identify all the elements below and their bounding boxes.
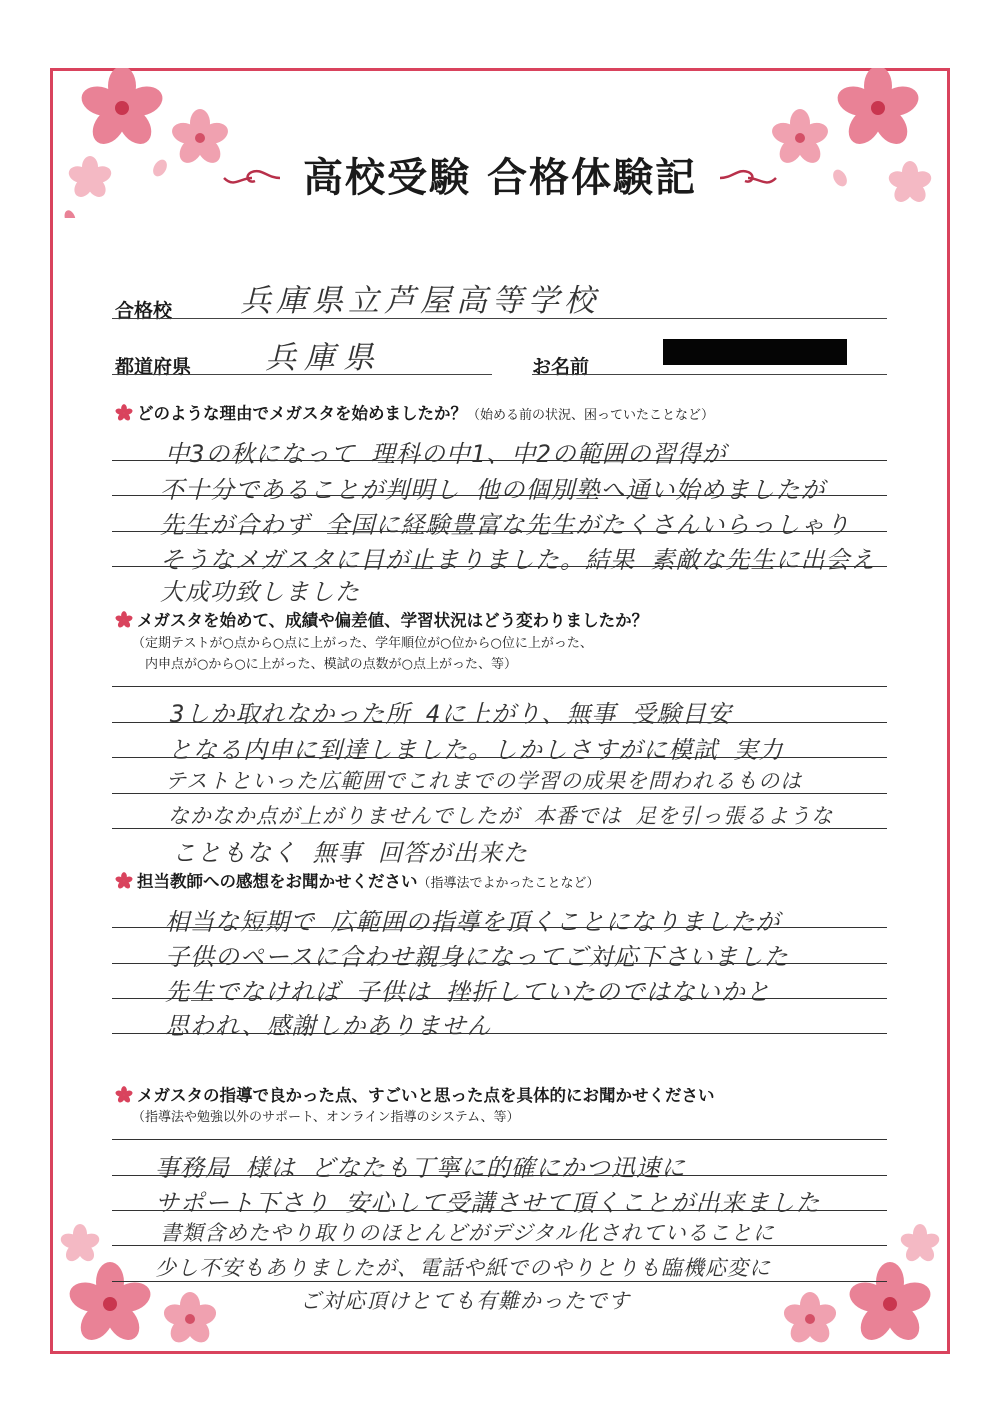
prefecture-label: 都道府県 (115, 356, 192, 378)
sakura-bottom-right (750, 1214, 950, 1354)
name-underline (532, 374, 887, 375)
answer-1-line-5: 大成功致しました (160, 578, 360, 606)
answer-1-line-3: 先生が合わず 全国に経験豊富な先生がたくさんいらっしゃり (160, 511, 851, 539)
name-label: お名前 (532, 356, 590, 378)
question-4-note-1: （指導法や勉強以外のサポート、オンライン指導のシステム、等） (132, 1110, 520, 1125)
question-1 (115, 400, 714, 424)
school-value: 兵庫県立芦屋高等学校 (240, 283, 600, 319)
answer-2-line-5: こともなく 無事 回答が出来た (172, 839, 528, 867)
answer-1-line-4: そうなメガスタに目が止まりました。結果 素敵な先生に出会え (160, 546, 876, 574)
answer-3-line-4: 思われ、感謝しかありません (165, 1012, 492, 1040)
answer-1-line-2: 不十分であることが判明し 他の個別塾へ通い始めましたが (160, 476, 826, 504)
school-underline (112, 318, 887, 319)
prefecture-value: 兵庫県 (265, 340, 382, 376)
question-3 (115, 868, 600, 892)
cherry-blossom-bullet-icon (115, 404, 133, 422)
question-3-sub: （指導法でよかったことなど） (417, 876, 600, 891)
question-4-text: メガスタの指導で良かった点、すごいと思った点を具体的にお聞かせください (137, 1086, 715, 1105)
name-redaction (663, 339, 847, 365)
question-3-text: 担当教師への感想をお聞かせください (137, 872, 418, 891)
cherry-blossom-icon (781, 1224, 941, 1347)
question-1-sub: （始める前の状況、困っていたことなど） (467, 408, 715, 423)
cherry-blossom-bullet-icon (115, 611, 133, 629)
answer-2-line-3: テストといった広範囲でこれまでの学習の成果を問われるものは (165, 769, 803, 793)
question-1-text: どのような理由でメガスタを始めましたか？ (137, 404, 467, 423)
answer-3-line-1: 相当な短期で 広範囲の指導を頂くことになりましたが (165, 908, 781, 936)
answer-line (112, 686, 887, 687)
question-2-text: メガスタを始めて、成績や偏差値、学習状況はどう変わりましたか？ (137, 611, 649, 630)
answer-4-line-3: 書類含めたやり取りのほとんどがデジタル化されていることに (160, 1221, 775, 1245)
cherry-blossom-bullet-icon (115, 1086, 133, 1104)
question-2 (115, 607, 648, 631)
answer-4-line-5: ご対応頂けとても有難かったです (300, 1289, 630, 1313)
answer-1-line-1: 中3の秋になって 理科の中1、中2の範囲の習得が (165, 440, 727, 468)
answer-3-line-3: 先生でなければ 子供は 挫折していたのではないかと (165, 978, 771, 1006)
answer-3-line-2: 子供のペースに合わせ親身になってご対応下さいました (165, 943, 789, 971)
question-4 (115, 1082, 715, 1106)
answer-4-line-2: サポート下さり 安心して受講させて頂くことが出来ました (155, 1189, 821, 1217)
question-2-note-1: （定期テストが○点から○点に上がった、学年順位が○位から○位に上がった、 (132, 636, 593, 651)
answer-2-line-4: なかなか点が上がりませんでしたが 本番では 足を引っ張るような (168, 804, 834, 828)
answer-4-line-4: 少し不安もありましたが、電話や紙でのやりとりも臨機応変に (155, 1256, 771, 1280)
answer-4-line-1: 事務局 様は どなたも丁寧に的確にかつ迅速に (155, 1154, 686, 1182)
prefecture-underline (112, 374, 492, 375)
answer-line (112, 1139, 887, 1140)
question-2-note-2: 内申点が○から○に上がった、模試の点数が○点上がった、等） (145, 657, 518, 672)
cherry-blossom-bullet-icon (115, 872, 133, 890)
answer-2-line-2: となる内申に到達しました。しかしさすがに模試 実力 (168, 736, 784, 764)
school-label: 合格校 (115, 300, 173, 322)
title-ornament-right (718, 166, 778, 190)
answer-2-line-1: 3しか取れなかった所 4に上がり、無事 受験目安 (170, 700, 732, 728)
page-title: 高校受験 合格体験記 (303, 154, 697, 201)
